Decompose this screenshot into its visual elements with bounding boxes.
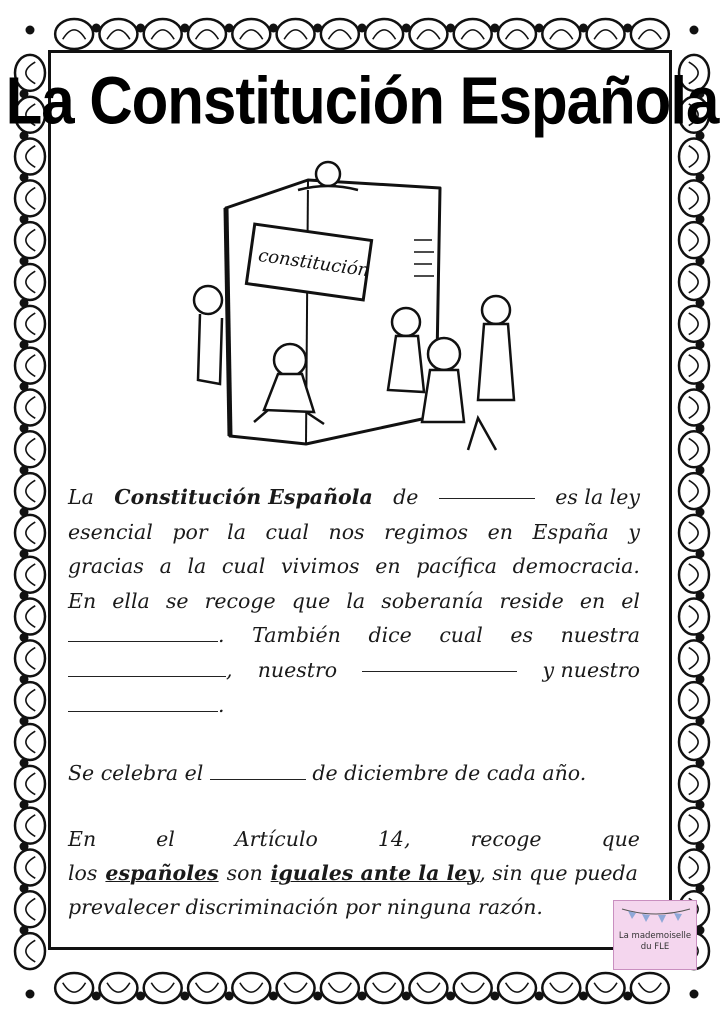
border-dot: [20, 800, 29, 809]
intro-line-3-word: en: [375, 554, 401, 579]
text-prevalecer: prevalecer discriminación por ninguna razón.: [68, 895, 543, 919]
border-scallop: [99, 19, 137, 49]
border-scallop: [679, 515, 709, 551]
border-scallop: [15, 264, 45, 300]
border-dot: [313, 24, 322, 33]
border-dot: [696, 633, 705, 642]
intro-line-4-word: recoge: [204, 588, 276, 613]
border-scallop: [498, 973, 536, 1003]
intro-line-4: [68, 584, 640, 619]
border-scallop: [15, 849, 45, 885]
logo-line-2: du FLE: [640, 942, 670, 952]
border-dot: [402, 992, 411, 1001]
border-scallop: [679, 724, 709, 760]
border-scallop: [15, 306, 45, 342]
border-dot: [579, 992, 588, 1001]
border-dot: [92, 24, 101, 33]
border-scallop: [321, 19, 359, 49]
border-dot: [20, 591, 29, 600]
border-dot: [696, 549, 705, 558]
page-title: La Constitución Española: [5, 62, 719, 139]
border-dot: [535, 24, 544, 33]
border-dot: [535, 992, 544, 1001]
border-scallop: [15, 724, 45, 760]
border-scallop: [232, 973, 270, 1003]
border-scallop: [15, 348, 45, 384]
border-dot: [490, 992, 499, 1001]
text-comma: ,: [226, 657, 233, 682]
border-dot: [696, 424, 705, 433]
brand-logo: [613, 900, 697, 970]
intro-line-3-word: a: [159, 554, 172, 579]
intro-line-3-word: gracias: [68, 554, 144, 579]
article-line-1-word: recoge: [470, 827, 542, 851]
border-scallop: [679, 473, 709, 509]
border-dot: [696, 675, 705, 684]
intro-line-2-word: España: [532, 519, 609, 544]
intro-line-3: [68, 549, 640, 584]
intro-line-2-word: y: [628, 519, 640, 544]
border-dot: [20, 508, 29, 517]
border-scallop: [679, 264, 709, 300]
border-scallop: [679, 808, 709, 844]
border-scallop: [631, 973, 669, 1003]
border-dot: [20, 215, 29, 224]
border-scallop: [679, 222, 709, 258]
term-constitucion: Constitución Española: [114, 485, 373, 509]
border-scallop: [679, 640, 709, 676]
border-scallop: [679, 306, 709, 342]
border-scallop: [542, 19, 580, 49]
border-scallop: [454, 19, 492, 49]
blank-national-symbol-3[interactable]: [68, 693, 218, 712]
border-scallop: [679, 599, 709, 635]
intro-line-5-word: es: [510, 623, 534, 648]
border-scallop: [15, 389, 45, 425]
border-scallop: [144, 973, 182, 1003]
border-scallop: [15, 222, 45, 258]
border-dot: [696, 298, 705, 307]
border-dot: [696, 466, 705, 475]
border-dot: [20, 298, 29, 307]
intro-line-6: [68, 653, 640, 688]
border-dot: [20, 257, 29, 266]
intro-line-3-word: vivimos: [280, 554, 360, 579]
border-scallop: [409, 19, 447, 49]
border-scallop: [188, 19, 226, 49]
text-espanoles: españoles: [105, 861, 219, 885]
border-dot: [696, 591, 705, 600]
text-la: La: [68, 485, 94, 509]
intro-line-5-word: dice: [368, 623, 412, 648]
border-scallop: [55, 973, 93, 1003]
border-scallop: [321, 973, 359, 1003]
intro-line-4-word: se: [165, 588, 189, 613]
intro-line-2: [68, 515, 640, 550]
border-scallop: [15, 557, 45, 593]
border-dot: [20, 466, 29, 475]
border-dot: [696, 842, 705, 851]
intro-line-4-word: soberanía: [381, 588, 484, 613]
intro-line-4-word: que: [291, 588, 331, 613]
intro-line-4-word: reside: [499, 588, 564, 613]
border-scallop: [15, 139, 45, 175]
blank-national-symbol-2[interactable]: [362, 653, 517, 672]
border-dot: [20, 842, 29, 851]
intro-line-2-word: regimos: [384, 519, 469, 544]
logo-line-1: La mademoiselle: [618, 931, 692, 941]
border-dot: [20, 884, 29, 893]
bunting-icon: [614, 903, 698, 931]
border-scallop: [587, 973, 625, 1003]
intro-line-5-word: cual: [439, 623, 483, 648]
border-scallop: [631, 19, 669, 49]
blank-year[interactable]: [439, 480, 535, 499]
border-scallop: [15, 473, 45, 509]
border-dot: [20, 758, 29, 767]
border-scallop: [365, 19, 403, 49]
intro-line-3-word: pacífica: [416, 554, 497, 579]
intro-line-4-word: el: [621, 588, 640, 613]
blank-sovereignty[interactable]: [68, 623, 218, 642]
border-scallop: [188, 973, 226, 1003]
border-dot: [358, 992, 367, 1001]
border-dot: [225, 24, 234, 33]
border-dot: [490, 24, 499, 33]
article-line-3: [68, 890, 640, 924]
border-scallop: [679, 682, 709, 718]
article-line-1-word: En: [68, 827, 97, 851]
text-es-la-ley: es la ley: [555, 485, 640, 509]
border-scallop: [542, 973, 580, 1003]
border-scallop: [679, 557, 709, 593]
border-dot: [696, 758, 705, 767]
border-dot: [92, 992, 101, 1001]
border-dot: [696, 884, 705, 893]
border-dot: [225, 992, 234, 1001]
article-line-1: [68, 822, 640, 856]
children-right-figures: [388, 296, 514, 450]
border-dot: [20, 549, 29, 558]
border-scallop: [679, 766, 709, 802]
border-dot: [696, 717, 705, 726]
paragraph-celebration: [68, 758, 640, 788]
intro-line-3-word: la: [187, 554, 207, 579]
border-scallop: [144, 19, 182, 49]
intro-line-3-word: democracia.: [512, 554, 640, 579]
border-scallop: [679, 348, 709, 384]
border-dot: [696, 508, 705, 517]
article-line-1-word: Artículo: [234, 827, 318, 851]
border-dot: [269, 24, 278, 33]
intro-line-2-word: la: [227, 519, 246, 544]
text-iguales: iguales ante la ley: [270, 861, 480, 885]
border-scallop: [15, 640, 45, 676]
text-se-celebra: Se celebra el: [68, 761, 204, 785]
border-scallop: [365, 973, 403, 1003]
border-dot: [136, 24, 145, 33]
border-scallop: [679, 139, 709, 175]
border-scallop: [679, 849, 709, 885]
border-dot: [696, 340, 705, 349]
border-dot: [180, 992, 189, 1001]
border-scallop: [55, 19, 93, 49]
border-scallop: [498, 19, 536, 49]
border-scallop: [232, 19, 270, 49]
border-dot: [696, 173, 705, 182]
border-dot: [358, 24, 367, 33]
paragraph-intro: [68, 480, 640, 722]
border-dot: [690, 26, 699, 35]
border-scallop: [15, 515, 45, 551]
text-de: de: [393, 485, 419, 509]
intro-line-4-word: ella: [112, 588, 150, 613]
border-dot: [446, 992, 455, 1001]
border-scallop: [15, 891, 45, 927]
intro-line-2-word: esencial: [68, 519, 153, 544]
text-son: son: [226, 861, 263, 885]
border-scallop: [679, 389, 709, 425]
border-dot: [20, 675, 29, 684]
intro-line-5: [68, 618, 640, 653]
border-dot: [623, 992, 632, 1001]
border-dot: [20, 382, 29, 391]
border-dot: [402, 24, 411, 33]
intro-line-1: [68, 480, 640, 515]
book-label: constitución: [256, 244, 371, 282]
border-scallop: [15, 766, 45, 802]
border-dot: [446, 24, 455, 33]
border-dot: [690, 990, 699, 999]
article-line-1-word: 14,: [377, 827, 411, 851]
intro-line-4-word: en: [579, 588, 606, 613]
border-dot: [696, 382, 705, 391]
border-dot: [136, 992, 145, 1001]
intro-line-5-word: También: [252, 623, 341, 648]
border-scallop: [587, 19, 625, 49]
intro-line-5-word: nuestra: [560, 623, 640, 648]
child-left-figure: [194, 286, 222, 384]
text-period: .: [218, 623, 225, 648]
border-dot: [180, 24, 189, 33]
border-dot: [20, 424, 29, 433]
border-scallop: [409, 973, 447, 1003]
border-dot: [696, 800, 705, 809]
text-y-nuestro: y nuestro: [542, 657, 640, 682]
text-nuestro: nuestro: [257, 657, 338, 682]
intro-line-3-word: cual: [221, 554, 266, 579]
blank-national-symbol-1[interactable]: [68, 658, 226, 677]
border-scallop: [277, 19, 315, 49]
border-scallop: [15, 431, 45, 467]
border-scallop: [15, 933, 45, 969]
border-dot: [269, 992, 278, 1001]
paragraph-article-14: [68, 822, 640, 924]
text-los: los: [68, 861, 98, 885]
intro-line-4-word: En: [68, 588, 97, 613]
article-line-1-word: que: [601, 827, 640, 851]
intro-line-7: [68, 688, 640, 723]
blank-day[interactable]: [210, 761, 306, 780]
border-dot: [696, 215, 705, 224]
border-dot: [696, 257, 705, 266]
article-line-1-word: el: [156, 827, 175, 851]
border-dot: [20, 717, 29, 726]
constitution-book-illustration: [178, 160, 548, 460]
border-dot: [26, 990, 35, 999]
border-scallop: [679, 180, 709, 216]
border-scallop: [679, 431, 709, 467]
border-dot: [20, 340, 29, 349]
border-dot: [313, 992, 322, 1001]
border-scallop: [277, 973, 315, 1003]
border-dot: [579, 24, 588, 33]
border-scallop: [15, 180, 45, 216]
intro-line-4-word: la: [346, 588, 366, 613]
article-line-2: [68, 856, 640, 890]
intro-line-2-word: cual: [265, 519, 309, 544]
border-scallop: [15, 599, 45, 635]
border-dot: [26, 26, 35, 35]
text-sin-que: , sin que pueda: [479, 861, 638, 885]
intro-line-2-word: nos: [328, 519, 365, 544]
text-diciembre: de diciembre de cada año.: [312, 761, 587, 785]
border-dot: [20, 926, 29, 935]
border-dot: [20, 633, 29, 642]
border-dot: [623, 24, 632, 33]
border-scallop: [15, 682, 45, 718]
intro-line-2-word: por: [172, 519, 208, 544]
border-dot: [20, 173, 29, 182]
border-scallop: [454, 973, 492, 1003]
text-final-period: .: [218, 692, 225, 717]
border-scallop: [15, 808, 45, 844]
intro-line-2-word: en: [487, 519, 513, 544]
border-scallop: [99, 973, 137, 1003]
